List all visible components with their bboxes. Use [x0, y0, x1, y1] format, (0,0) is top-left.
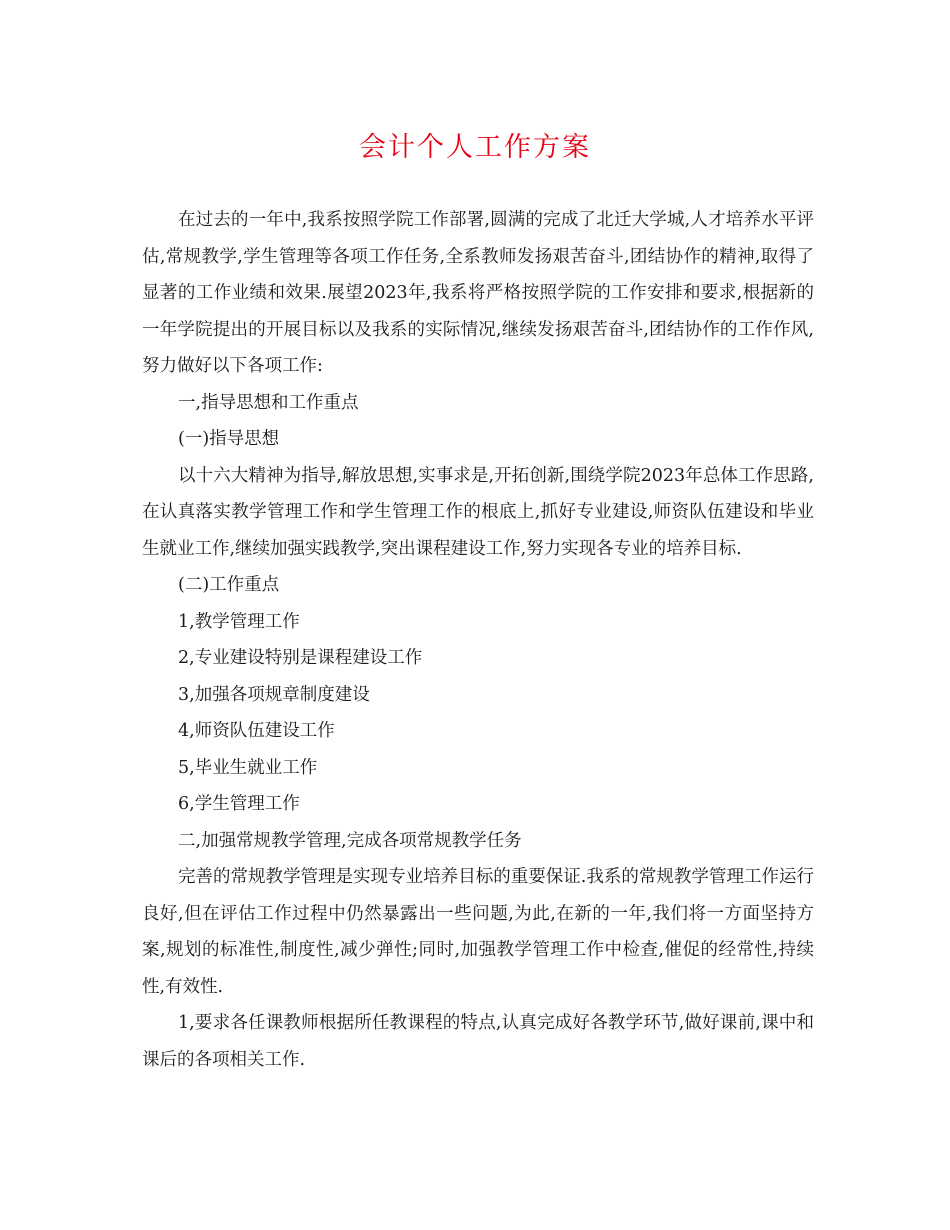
- list-item: 3,加强各项规章制度建设: [178, 684, 370, 705]
- subheading-guiding-thought: (一)指导思想: [178, 429, 280, 449]
- list-item: 6,学生管理工作: [178, 794, 300, 814]
- list-item: 4,师资队伍建设工作: [178, 721, 335, 741]
- paragraph-guiding-thought: 以十六大精神为指导,解放思想,实事求是,开拓创新,围绕学院2023年总体工作思路,在认真落实教学管理工作和学生管理工作的根底上,抓好专业建设,师资队伍建设和毕业生就业工作,继续加强实践教学,突出课程建设工作,努力实现各专业的培养目标.: [142, 465, 814, 559]
- heading-section-2: 二,加强常规教学管理,完成各项常规教学任务: [178, 830, 522, 851]
- document-title: 会计个人工作方案: [359, 132, 591, 163]
- list-item: 5,毕业生就业工作: [178, 757, 318, 778]
- list-item: 1,教学管理工作: [178, 611, 300, 632]
- paragraph-routine-management: 完善的常规教学管理是实现专业培养目标的重要保证.我系的常规教学管理工作运行良好,但在评估工作过程中仍然暴露出一些问题,为此,在新的一年,我们将一方面坚持方案,规划的标准性,制度性,减少弹性;同时,加强教学管理工作中检查,催促的经常性,持续性,有效性.: [142, 867, 814, 997]
- heading-section-1: 一,指导思想和工作重点: [178, 392, 359, 413]
- paragraph-teacher-requirements: 1,要求各任课教师根据所任教课程的特点,认真完成好各教学环节,做好课前,课中和课后的各项相关工作.: [142, 1013, 814, 1070]
- paragraph-intro: 在过去的一年中,我系按照学院工作部署,圆满的完成了北迁大学城,人才培养水平评估,常规教学,学生管理等各项工作任务,全系教师发扬艰苦奋斗,团结协作的精神,取得了显著的工作业绩和效果.展望2023年,我系将严格按照学院的工作安排和要求,根据新的一年学院提出的开展目标以及我系的实际情况,继续发扬艰苦奋斗,团结协作的工作作风,努力做好以下各项工作:: [142, 210, 814, 376]
- subheading-work-focus: (二)工作重点: [178, 575, 280, 595]
- list-item: 2,专业建设特别是课程建设工作: [178, 648, 423, 668]
- document-body: [142, 202, 814, 1078]
